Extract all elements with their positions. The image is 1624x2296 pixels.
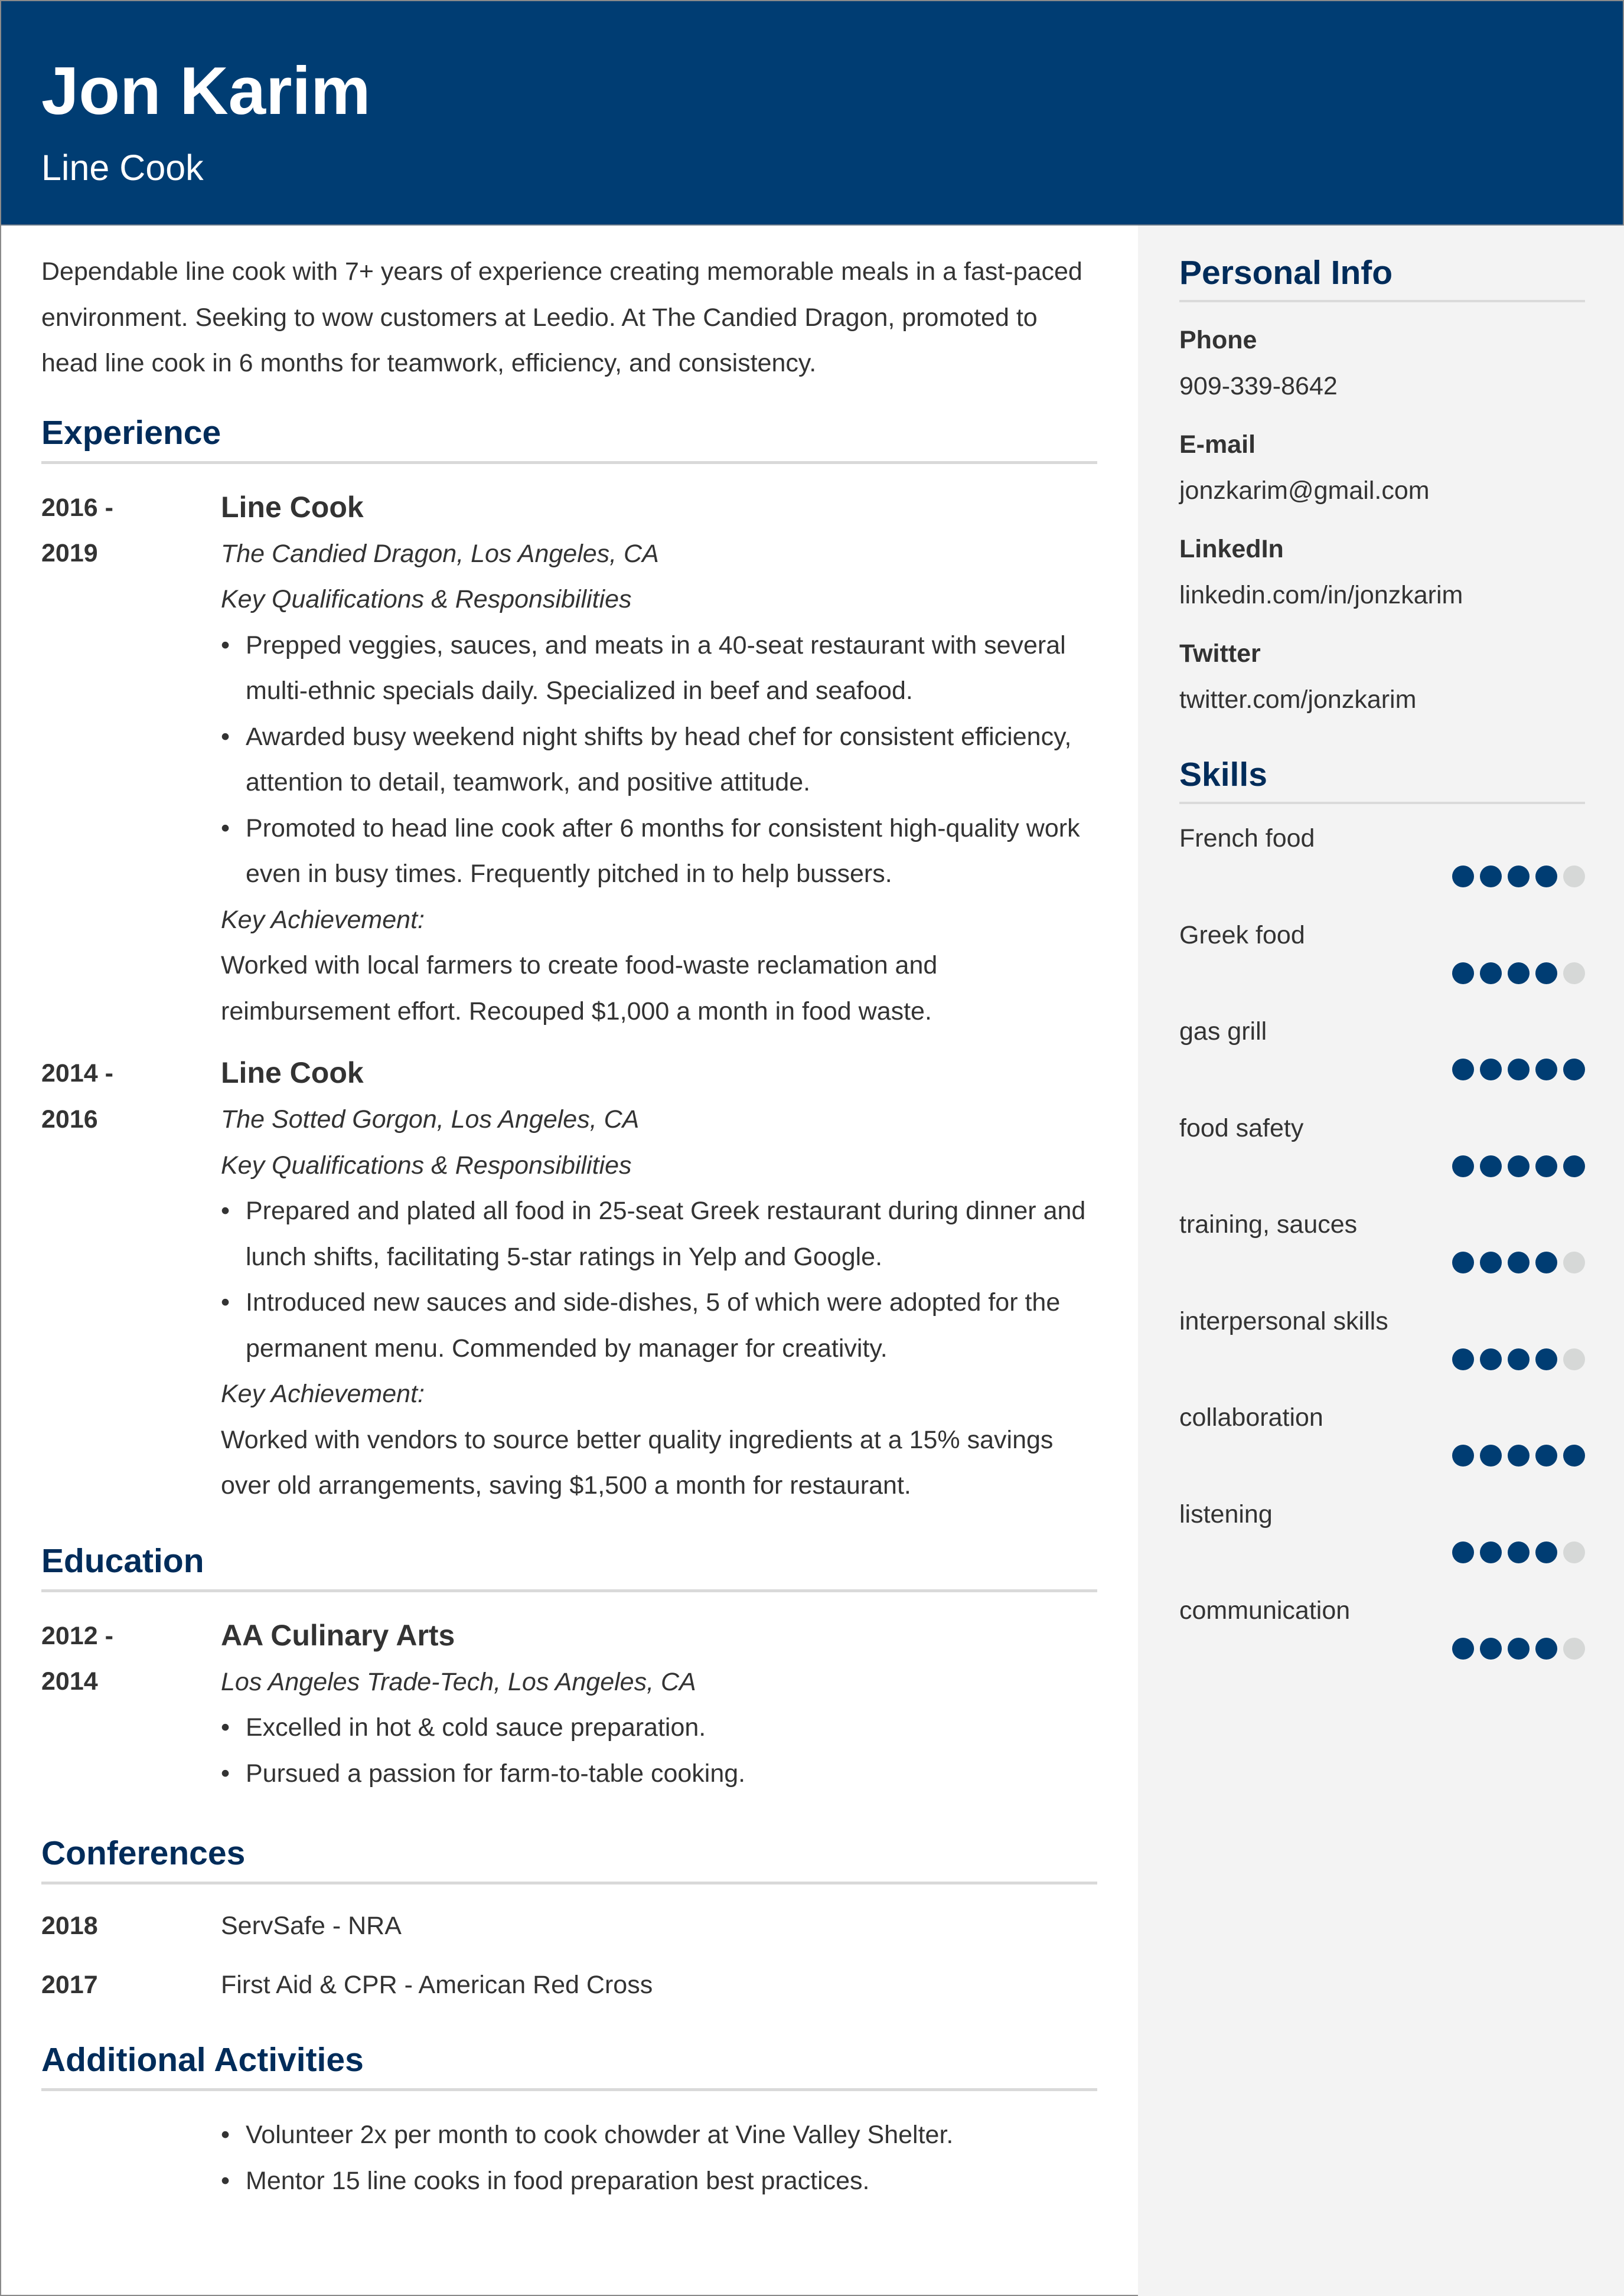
education-bullets — [221, 1705, 1097, 1797]
rating-dot-filled-icon — [1480, 1348, 1502, 1370]
entry-body — [221, 1049, 1097, 1509]
skill-rating — [1179, 1634, 1585, 1664]
responsibility-list — [221, 623, 1097, 897]
skill-item — [1179, 1009, 1585, 1085]
rating-dot-filled-icon — [1480, 1638, 1502, 1660]
conference-year: 2018 — [41, 1912, 98, 1940]
skill-name: food safety — [1179, 1113, 1304, 1142]
job-role: Line Cook — [221, 490, 364, 524]
achievement-text: Worked with local farmers to create food-waste reclamation and reimbursement effort. Recouped $1,000 a month in food waste. — [221, 951, 938, 1025]
rating-dot-filled-icon — [1452, 1059, 1474, 1080]
info-label: Twitter — [1179, 639, 1261, 668]
date-start: 2016 - — [41, 493, 113, 522]
skill-item — [1179, 913, 1585, 988]
skill-rating — [1179, 1537, 1585, 1567]
date-end: 2016 — [41, 1105, 98, 1134]
skill-name: Greek food — [1179, 920, 1305, 949]
list-item: • Introduced new sauces and side-dishes, 5 of which were adopted for the permanent menu. Commended by manager for creativity. — [221, 1280, 1097, 1371]
date-start: 2014 - — [41, 1059, 113, 1087]
skill-name: interpersonal skills — [1179, 1307, 1388, 1335]
divider — [1179, 300, 1585, 302]
phone-value: 909-339-8642 — [1179, 371, 1338, 400]
rating-dot-filled-icon — [1452, 1252, 1474, 1273]
rating-dot-filled-icon — [1508, 1541, 1530, 1563]
rating-dot-filled-icon — [1508, 1445, 1530, 1467]
list-item: • Promoted to head line cook after 6 months for consistent high-quality work even in busy times. Frequently pitched in to help bussers. — [221, 806, 1097, 897]
skill-item — [1179, 1492, 1585, 1567]
conference-entry — [41, 1903, 1097, 1949]
skill-rating — [1179, 1441, 1585, 1471]
skill-item — [1179, 816, 1585, 891]
responsibility-list — [221, 1188, 1097, 1371]
experience-section — [41, 409, 1097, 1509]
rating-dot-filled-icon — [1535, 1155, 1557, 1177]
rating-dot-filled-icon — [1480, 1155, 1502, 1177]
rating-dot-filled-icon — [1508, 1348, 1530, 1370]
experience-entry — [41, 1051, 1097, 1509]
sidebar — [1138, 226, 1624, 2296]
date-end: 2019 — [41, 539, 98, 567]
divider — [41, 461, 1097, 464]
conference-entry — [41, 1962, 1097, 2008]
entry-dates — [41, 485, 221, 1035]
qualifications-label: Key Qualifications & Responsibilities — [221, 585, 632, 613]
list-item: • Pursued a passion for farm-to-table cooking. — [221, 1751, 1097, 1797]
company: The Sotted Gorgon, Los Angeles, CA — [221, 1105, 640, 1134]
skills-section — [1179, 751, 1585, 1664]
conference-name: ServSafe - NRA — [221, 1912, 402, 1940]
info-label: E-mail — [1179, 430, 1256, 459]
skill-rating — [1179, 958, 1585, 988]
section-title-education: Education — [41, 1541, 204, 1580]
rating-dot-empty-icon — [1563, 1252, 1585, 1273]
rating-dot-filled-icon — [1535, 962, 1557, 984]
rating-dot-filled-icon — [1563, 1155, 1585, 1177]
skill-name: gas grill — [1179, 1017, 1267, 1046]
section-title-experience: Experience — [41, 413, 221, 452]
twitter-link[interactable]: twitter.com/jonzkarim — [1179, 685, 1417, 714]
rating-dot-filled-icon — [1452, 1155, 1474, 1177]
rating-dot-filled-icon — [1535, 1541, 1557, 1563]
info-linkedin — [1179, 527, 1585, 618]
entry-dates — [41, 1614, 221, 1797]
entry-body — [221, 483, 1097, 1035]
section-title-activities: Additional Activities — [41, 2041, 364, 2079]
section-title-skills: Skills — [1179, 756, 1267, 793]
section-title-personal-info: Personal Info — [1179, 254, 1393, 292]
profile-summary: Dependable line cook with 7+ years of experience creating memorable meals in a fast-paced environment. Seeking to wow customers at Leedio. At The Candied Dragon, promoted to head line cook in 6 months for teamwork, efficiency, and consistency. — [41, 257, 1082, 377]
list-item: • Mentor 15 line cooks in food preparation best practices. — [221, 2158, 1097, 2204]
list-item: • Prepared and plated all food in 25-seat Greek restaurant during dinner and lunch shifts, facilitating 5-star ratings in Yelp and Google. — [221, 1188, 1097, 1280]
rating-dot-filled-icon — [1480, 866, 1502, 887]
info-phone — [1179, 318, 1585, 409]
rating-dot-filled-icon — [1452, 1445, 1474, 1467]
rating-dot-filled-icon — [1508, 1155, 1530, 1177]
skill-item — [1179, 1202, 1585, 1278]
skill-rating — [1179, 862, 1585, 891]
rating-dot-filled-icon — [1480, 1252, 1502, 1273]
job-role: Line Cook — [221, 1056, 364, 1089]
divider — [41, 1589, 1097, 1592]
info-twitter — [1179, 631, 1585, 723]
rating-dot-filled-icon — [1480, 962, 1502, 984]
skill-rating — [1179, 1151, 1585, 1181]
skill-rating — [1179, 1248, 1585, 1278]
skill-item — [1179, 1395, 1585, 1471]
rating-dot-filled-icon — [1508, 1638, 1530, 1660]
education-section — [41, 1537, 1097, 1797]
skill-item — [1179, 1588, 1585, 1664]
rating-dot-empty-icon — [1563, 1541, 1585, 1563]
rating-dot-filled-icon — [1535, 1348, 1557, 1370]
rating-dot-filled-icon — [1563, 1059, 1585, 1080]
school: Los Angeles Trade-Tech, Los Angeles, CA — [221, 1667, 696, 1696]
candidate-title: Line Cook — [41, 148, 204, 188]
achievement-label: Key Achievement: — [221, 905, 425, 934]
skills-list — [1179, 816, 1585, 1664]
info-email — [1179, 422, 1585, 514]
experience-entry — [41, 485, 1097, 1035]
rating-dot-filled-icon — [1452, 1638, 1474, 1660]
rating-dot-filled-icon — [1480, 1059, 1502, 1080]
linkedin-link[interactable]: linkedin.com/in/jonzkarim — [1179, 580, 1463, 609]
conference-name: First Aid & CPR - American Red Cross — [221, 1970, 653, 1999]
rating-dot-filled-icon — [1535, 1059, 1557, 1080]
info-label: LinkedIn — [1179, 535, 1284, 563]
rating-dot-filled-icon — [1508, 1059, 1530, 1080]
rating-dot-filled-icon — [1508, 866, 1530, 887]
divider — [41, 2088, 1097, 2091]
achievement-text: Worked with vendors to source better quality ingredients at a 15% savings over old arrangements, saving $1,500 a month for restaurant. — [221, 1425, 1054, 1500]
activities-list — [221, 2112, 1097, 2204]
skill-name: collaboration — [1179, 1403, 1323, 1432]
rating-dot-filled-icon — [1480, 1541, 1502, 1563]
rating-dot-filled-icon — [1508, 962, 1530, 984]
divider — [1179, 802, 1585, 804]
date-start: 2012 - — [41, 1621, 113, 1650]
rating-dot-filled-icon — [1508, 1252, 1530, 1273]
rating-dot-empty-icon — [1563, 962, 1585, 984]
rating-dot-filled-icon — [1535, 1445, 1557, 1467]
list-item: • Prepped veggies, sauces, and meats in a 40-seat restaurant with several multi-ethnic specials daily. Specialized in beef and seafood. — [221, 623, 1097, 714]
education-entry — [41, 1614, 1097, 1797]
entry-dates — [41, 1051, 221, 1509]
degree: AA Culinary Arts — [221, 1618, 455, 1652]
skill-rating — [1179, 1344, 1585, 1374]
section-title-conferences: Conferences — [41, 1834, 246, 1872]
rating-dot-filled-icon — [1535, 1638, 1557, 1660]
skill-name: listening — [1179, 1500, 1273, 1529]
resume-header — [1, 1, 1623, 226]
date-end: 2014 — [41, 1667, 98, 1696]
info-label: Phone — [1179, 326, 1257, 354]
conference-year: 2017 — [41, 1970, 98, 1999]
rating-dot-filled-icon — [1480, 1445, 1502, 1467]
rating-dot-empty-icon — [1563, 1638, 1585, 1660]
skill-item — [1179, 1299, 1585, 1374]
entry-body — [221, 1611, 1097, 1797]
rating-dot-filled-icon — [1535, 866, 1557, 887]
list-item: • Volunteer 2x per month to cook chowder at Vine Valley Shelter. — [221, 2112, 1097, 2158]
rating-dot-filled-icon — [1535, 1252, 1557, 1273]
list-item: • Awarded busy weekend night shifts by head chef for consistent efficiency, attention to detail, teamwork, and positive attitude. — [221, 714, 1097, 806]
list-item: • Excelled in hot & cold sauce preparation. — [221, 1705, 1097, 1751]
rating-dot-filled-icon — [1452, 1541, 1474, 1563]
skill-name: training, sauces — [1179, 1210, 1358, 1239]
qualifications-label: Key Qualifications & Responsibilities — [221, 1151, 632, 1180]
rating-dot-filled-icon — [1452, 866, 1474, 887]
rating-dot-empty-icon — [1563, 1348, 1585, 1370]
candidate-name: Jon Karim — [41, 54, 371, 129]
email-link[interactable]: jonzkarim@gmail.com — [1179, 476, 1430, 505]
achievement-label: Key Achievement: — [221, 1380, 425, 1408]
skill-rating — [1179, 1055, 1585, 1085]
rating-dot-filled-icon — [1452, 962, 1474, 984]
activities-section — [41, 2036, 1097, 2204]
main-column — [41, 249, 1097, 2204]
rating-dot-empty-icon — [1563, 866, 1585, 887]
conferences-section — [41, 1830, 1097, 2008]
divider — [41, 1882, 1097, 1885]
rating-dot-filled-icon — [1563, 1445, 1585, 1467]
skill-name: communication — [1179, 1596, 1351, 1625]
personal-info-section — [1179, 249, 1585, 723]
rating-dot-filled-icon — [1452, 1348, 1474, 1370]
skill-item — [1179, 1106, 1585, 1181]
company: The Candied Dragon, Los Angeles, CA — [221, 539, 659, 568]
skill-name: French food — [1179, 824, 1315, 853]
